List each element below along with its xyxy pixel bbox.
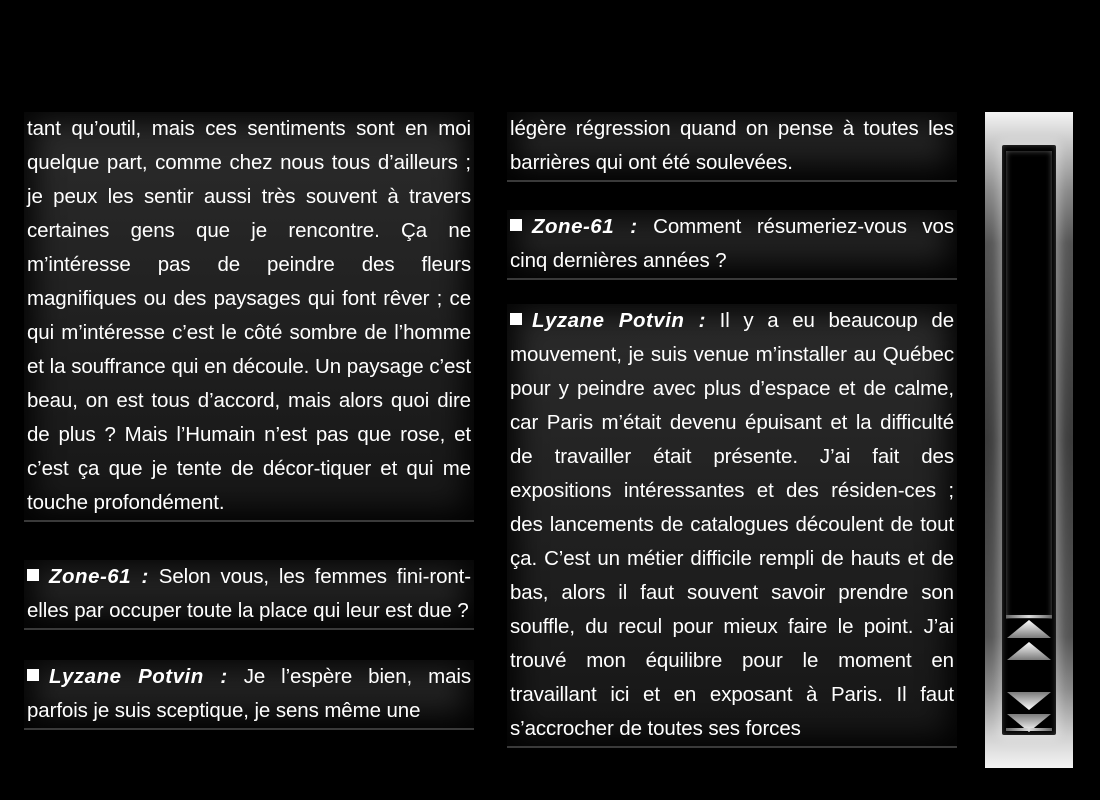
speaker-label: Lyzane Potvin : [532,309,707,332]
speaker-label: Zone-61 : [532,215,638,238]
square-bullet-icon [27,669,39,681]
answer-paragraph [24,660,474,730]
divider [1006,728,1052,731]
speaker-label: Lyzane Potvin : [49,665,228,688]
square-bullet-icon [510,313,522,325]
scroll-thumb[interactable] [1006,151,1052,619]
text-column-right [507,112,957,768]
paragraph-text: Je l’espère bien, mais parfois je suis sceptique, je sens même une [27,665,471,722]
paragraph-text: tant qu’outil, mais ces sentiments sont en moi quelque part, comme chez nous tous d’ailleurs ; je peux les sentir aussi très souvent à travers certaines gens que je rencontre. Ça ne m’intéresse pas de peindre des fleurs magnifiques ou des paysages qui font rêver ; ce qui m’intéresse c’est le côté sombre de l’homme et la souffrance qui en découle. Un paysage c’est beau, on est tous d’accord, mais alors quoi dire de plus ? Mais l’Humain n’est pas que rose, et c’est ça que je tente de décor-tiquer et qui me touche profondément. [27,117,471,514]
square-bullet-icon [27,569,39,581]
paragraph-text: légère régression quand on pense à toutes les barrières qui ont été soulevées. [510,117,954,174]
double-chevron-up-icon [1005,618,1053,664]
paragraph-text: Comment résumeriez-vous vos cinq dernières années ? [510,215,954,272]
scroll-track[interactable] [1002,145,1056,735]
scrollbar[interactable] [985,112,1073,768]
paragraph [507,112,957,182]
answer-paragraph [507,304,957,748]
speaker-label: Zone-61 : [49,565,149,588]
paragraph-text: Selon vous, les femmes fini-ront-elles par occuper toute la place qui leur est due ? [27,565,471,622]
square-bullet-icon [510,219,522,231]
question-paragraph [24,560,474,630]
scroll-down-button[interactable] [1002,693,1056,729]
question-paragraph [507,210,957,280]
scroll-up-button[interactable] [1002,623,1056,659]
paragraph [24,112,474,522]
paragraph-text: Il y a eu beaucoup de mouvement, je suis venue m’installer au Québec pour y peindre avec plus d’espace et de calme, car Paris m’était devenu épuisant et la difficulté de travailler était présente. J’ai fait des expositions intéressantes et des résiden-ces ; des lancements de catalogues découlent de tout ça. C’est un métier difficile rempli de hauts et de bas, alors il faut souvent savoir prendre son souffle, du recul pour mieux faire le point. J’ai trouvé mon équilibre pour le moment en travaillant ici et en exposant à Paris. Il faut s’accrocher de toutes ses forces [510,309,954,740]
text-column-left [24,112,474,768]
